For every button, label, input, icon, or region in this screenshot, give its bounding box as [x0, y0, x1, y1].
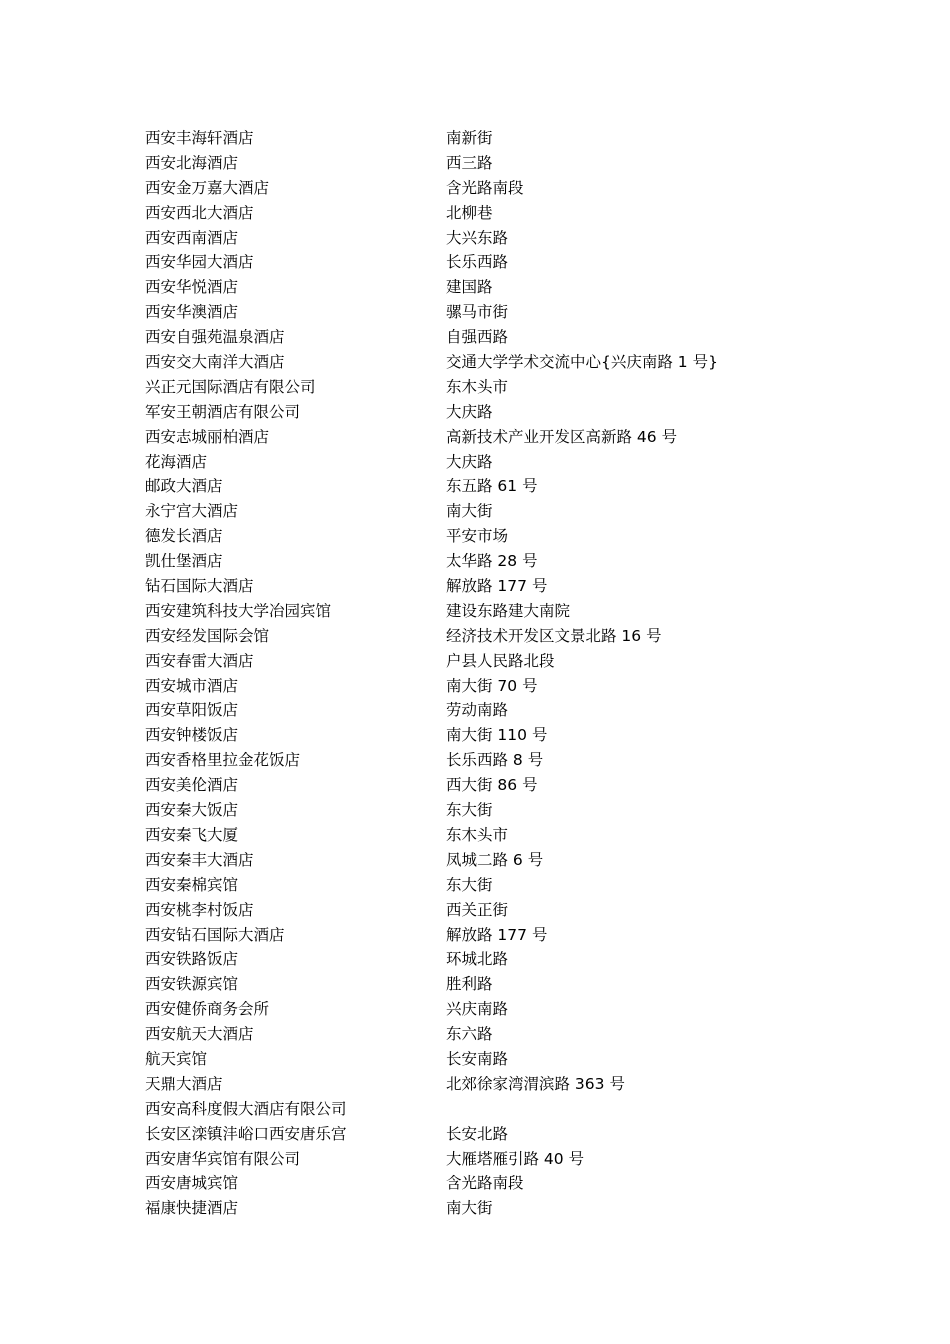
list-item	[145, 450, 845, 475]
list-item	[145, 972, 845, 997]
hotel-name: 西安城市酒店	[145, 676, 239, 695]
hotel-name: 西安华园大酒店	[145, 253, 254, 272]
hotel-address: 经济技术开发区文景北路 16 号	[446, 626, 662, 645]
list-item	[145, 151, 845, 176]
list-item	[145, 1171, 845, 1196]
hotel-name: 西安香格里拉金花饭店	[145, 751, 301, 770]
hotel-name: 长安区滦镇沣峪口西安唐乐宫	[145, 1124, 347, 1143]
hotel-name: 西安金万嘉大酒店	[145, 178, 270, 197]
hotel-address: 户县人民路北段	[446, 651, 555, 670]
hotel-address: 南新街	[446, 129, 493, 147]
hotel-name: 西安春雷大酒店	[145, 651, 254, 670]
hotel-name: 西安桃李村饭店	[145, 900, 254, 919]
hotel-address: 太华路 28 号	[446, 552, 538, 571]
list-item	[145, 375, 845, 400]
hotel-address: 北郊徐家湾渭滨路 363 号	[446, 1074, 625, 1093]
hotel-address: 骡马市街	[446, 303, 509, 322]
hotel-name: 西安西北大酒店	[145, 203, 254, 222]
hotel-name: 西安经发国际会馆	[145, 626, 270, 645]
list-item	[145, 923, 845, 948]
hotel-name: 凯仕堡酒店	[145, 552, 223, 571]
list-item	[145, 798, 845, 823]
hotel-name: 西安华澳酒店	[145, 303, 239, 322]
hotel-name: 西安秦棉宾馆	[145, 875, 239, 894]
list-item	[145, 226, 845, 251]
list-item	[145, 599, 845, 624]
hotel-address: 西大街 86 号	[446, 776, 538, 795]
hotel-address: 大庆路	[446, 402, 493, 421]
list-item	[145, 624, 845, 649]
hotel-address: 南大街 70 号	[446, 676, 538, 695]
hotel-address: 西三路	[446, 153, 493, 172]
hotel-name: 西安北海酒店	[145, 153, 239, 172]
hotel-name: 西安丰海轩酒店	[145, 129, 254, 147]
list-item	[145, 997, 845, 1022]
hotel-name: 邮政大酒店	[145, 477, 223, 496]
hotel-name: 航天宾馆	[145, 1049, 208, 1068]
list-item	[145, 325, 845, 350]
hotel-name: 钻石国际大酒店	[145, 577, 254, 596]
hotel-address: 长乐西路 8 号	[446, 751, 544, 770]
list-item	[145, 1147, 845, 1172]
hotel-name: 西安健侨商务会所	[145, 1000, 270, 1019]
hotel-address	[446, 1097, 845, 1122]
hotel-address: 东大街	[446, 875, 493, 894]
hotel-name: 西安航天大酒店	[145, 1025, 254, 1044]
hotel-name: 西安唐华宾馆有限公司	[145, 1149, 301, 1168]
hotel-address: 南大街 110 号	[446, 726, 548, 745]
list-item	[145, 748, 845, 773]
hotel-address: 建设东路建大南院	[446, 601, 571, 620]
list-item	[145, 1047, 845, 1072]
hotel-name: 德发长酒店	[145, 527, 223, 546]
list-item	[145, 126, 845, 151]
hotel-address: 西关正街	[446, 900, 509, 919]
list-item	[145, 549, 845, 574]
hotel-name: 西安铁路饭店	[145, 950, 239, 969]
hotel-name: 兴正元国际酒店有限公司	[145, 377, 316, 396]
hotel-name: 西安美伦酒店	[145, 776, 239, 795]
hotel-address: 高新技术产业开发区高新路 46 号	[446, 427, 678, 446]
list-item	[145, 674, 845, 699]
list-item	[145, 524, 845, 549]
hotel-name: 西安华悦酒店	[145, 278, 239, 297]
hotel-address: 东六路	[446, 1025, 493, 1044]
hotel-address: 自强西路	[446, 328, 509, 347]
list-item	[145, 574, 845, 599]
list-item	[145, 848, 845, 873]
hotel-name: 西安铁源宾馆	[145, 975, 239, 994]
list-item	[145, 400, 845, 425]
hotel-address: 长乐西路	[446, 253, 509, 272]
hotel-name: 西安建筑科技大学冶园宾馆	[145, 601, 332, 620]
list-item	[145, 250, 845, 275]
list-item	[145, 425, 845, 450]
hotel-address: 环城北路	[446, 950, 509, 969]
list-item	[145, 1022, 845, 1047]
hotel-address: 大庆路	[446, 452, 493, 471]
hotel-address: 北柳巷	[446, 203, 493, 222]
hotel-name: 西安志城丽柏酒店	[145, 427, 270, 446]
hotel-address: 大兴东路	[446, 228, 509, 247]
hotel-address: 东木头市	[446, 825, 509, 844]
hotel-address: 南大街	[446, 1199, 493, 1218]
hotel-address: 东木头市	[446, 377, 509, 396]
hotel-address: 大雁塔雁引路 40 号	[446, 1149, 585, 1168]
hotel-address: 凤城二路 6 号	[446, 850, 544, 869]
hotel-address: 南大街	[446, 502, 493, 521]
hotel-address: 兴庆南路	[446, 1000, 509, 1019]
hotel-address: 解放路 177 号	[446, 925, 548, 944]
list-item	[145, 300, 845, 325]
hotel-name: 西安秦丰大酒店	[145, 850, 254, 869]
hotel-list	[145, 126, 845, 1221]
hotel-address: 含光路南段	[446, 1174, 524, 1193]
hotel-name: 福康快捷酒店	[145, 1199, 239, 1218]
list-item	[145, 176, 845, 201]
hotel-name: 西安钻石国际大酒店	[145, 925, 285, 944]
list-item	[145, 873, 845, 898]
hotel-address: 平安市场	[446, 527, 509, 546]
list-item	[145, 723, 845, 748]
hotel-name: 西安秦飞大厦	[145, 825, 239, 844]
hotel-name: 西安西南酒店	[145, 228, 239, 247]
hotel-address: 解放路 177 号	[446, 577, 548, 596]
list-item	[145, 698, 845, 723]
list-item	[145, 275, 845, 300]
hotel-address: 交通大学学术交流中心{兴庆南路 1 号}	[446, 353, 718, 372]
hotel-address: 建国路	[446, 278, 493, 297]
list-item	[145, 1097, 845, 1122]
hotel-address: 东大街	[446, 801, 493, 820]
list-item	[145, 898, 845, 923]
hotel-address: 长安南路	[446, 1049, 509, 1068]
hotel-name: 西安秦大饭店	[145, 801, 239, 820]
list-item	[145, 201, 845, 226]
hotel-address: 含光路南段	[446, 178, 524, 197]
hotel-name: 西安草阳饭店	[145, 701, 239, 720]
hotel-address: 东五路 61 号	[446, 477, 538, 496]
hotel-name: 西安自强苑温泉酒店	[145, 328, 285, 347]
hotel-name: 西安交大南洋大酒店	[145, 353, 285, 372]
list-item	[145, 350, 845, 375]
hotel-address: 胜利路	[446, 975, 493, 994]
hotel-name: 军安王朝酒店有限公司	[145, 402, 301, 421]
hotel-name: 西安高科度假大酒店有限公司	[145, 1099, 347, 1118]
list-item	[145, 499, 845, 524]
hotel-name: 西安钟楼饭店	[145, 726, 239, 745]
list-item	[145, 1122, 845, 1147]
hotel-name: 天鼎大酒店	[145, 1074, 223, 1093]
list-item	[145, 1196, 845, 1221]
list-item	[145, 1072, 845, 1097]
hotel-address: 长安北路	[446, 1124, 509, 1143]
list-item	[145, 823, 845, 848]
list-item	[145, 474, 845, 499]
list-item	[145, 773, 845, 798]
list-item	[145, 947, 845, 972]
list-item	[145, 649, 845, 674]
hotel-address: 劳动南路	[446, 701, 509, 720]
hotel-name: 花海酒店	[145, 452, 208, 471]
hotel-name: 永宁宫大酒店	[145, 502, 239, 521]
hotel-name: 西安唐城宾馆	[145, 1174, 239, 1193]
